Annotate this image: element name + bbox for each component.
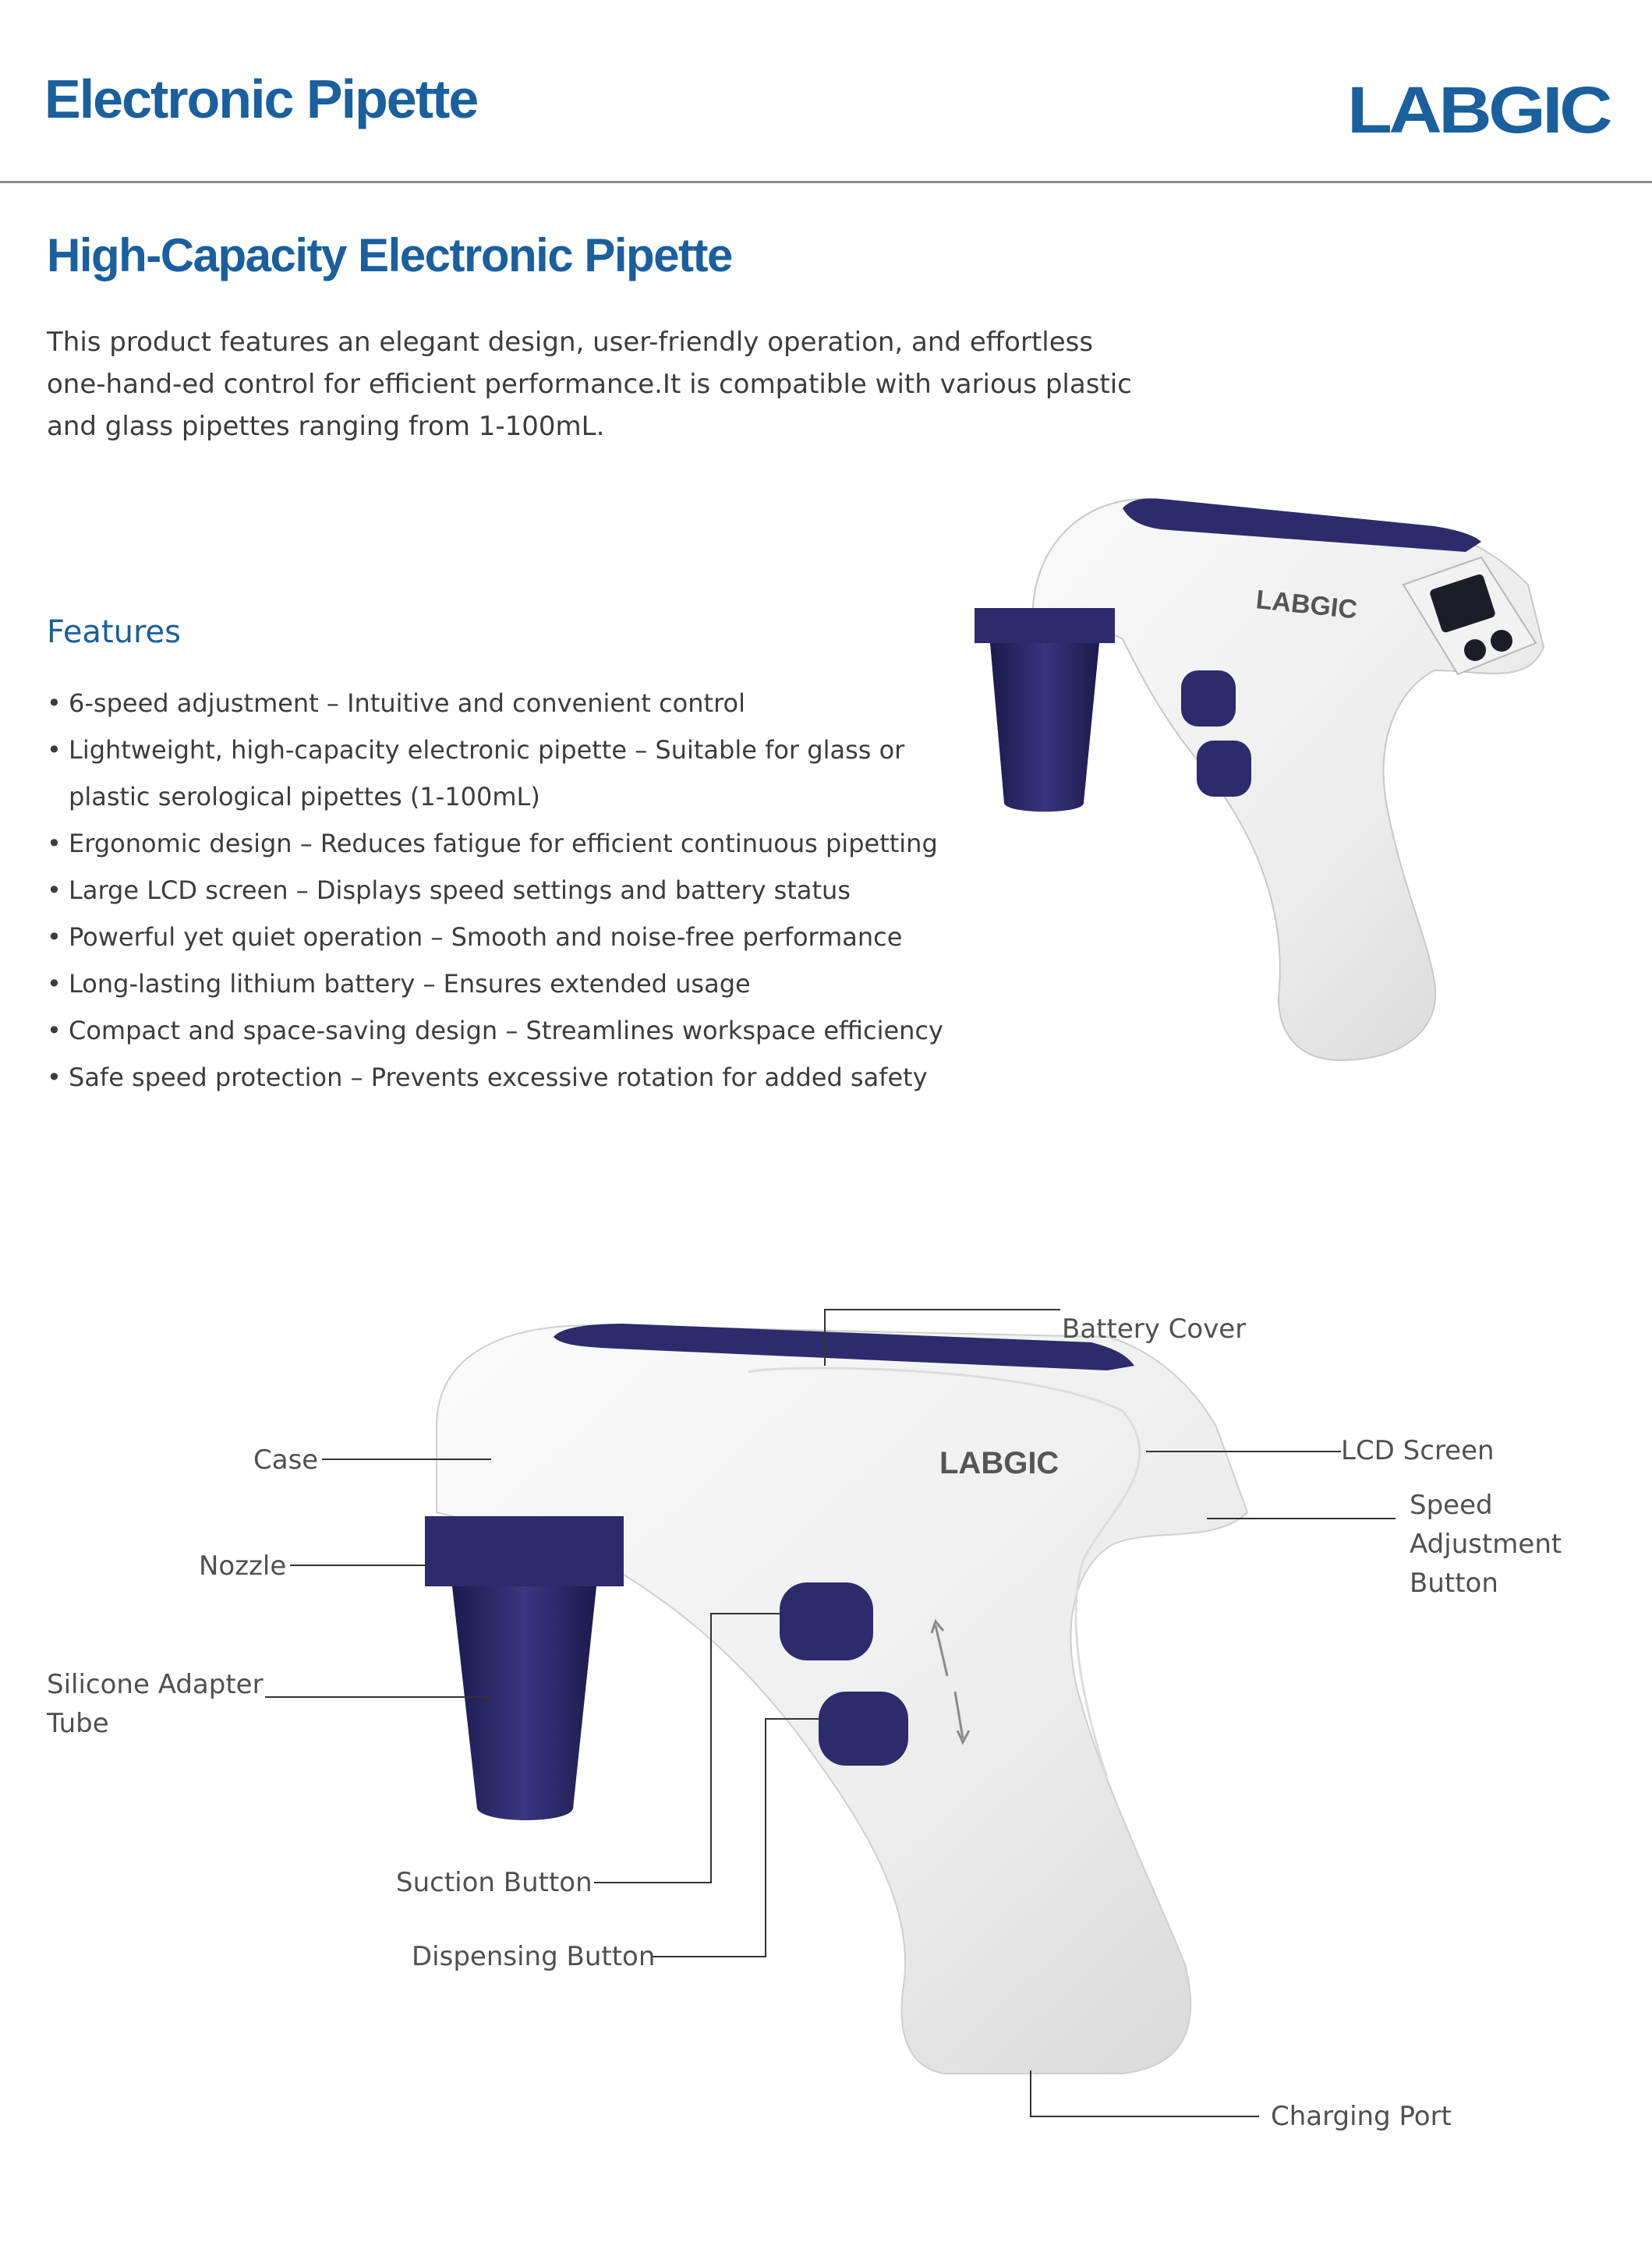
product-description: This product features an elegant design, user-friendly operation, and effortless one-hand-ed control for efficient performance.It is compatible with various plastic and glass pipettes ranging from 1-100mL. [47,327,1132,442]
callout-suction-button: Suction Button [396,1867,593,1898]
feature-item: • Ergonomic design – Reduces fatigue for efficient continuous pipetting [47,820,967,867]
feature-item: • Large LCD screen – Displays speed settings and battery status [47,867,967,914]
features-heading: Features [47,614,181,650]
feature-item: • Safe speed protection – Prevents excessive rotation for added safety [47,1054,967,1101]
callout-nozzle: Nozzle [199,1551,287,1582]
page-title: Electronic Pipette [44,69,478,129]
device-logo-text: LABGIC [1254,585,1359,625]
feature-item: • Lightweight, high-capacity electronic pipette – Suitable for glass or plastic serological pipettes (1-100mL) [47,727,967,820]
feature-item: • 6-speed adjustment – Intuitive and convenient control [47,680,967,727]
callout-speed-adjustment-button: Speed Adjustment Button [1410,1490,1562,1599]
feature-item: • Long-lasting lithium battery – Ensures extended usage [47,960,967,1007]
product-title: High-Capacity Electronic Pipette [47,229,732,281]
feature-item: • Powerful yet quiet operation – Smooth and noise-free performance [47,914,967,960]
callout-lcd-screen: LCD Screen [1341,1435,1495,1466]
callout-silicone-adapter-tube: Silicone Adapter Tube [47,1669,264,1739]
labgic-logo [1347,78,1612,140]
labgic-logo-text: LABGIC [1347,78,1611,140]
device-logo-text-large: LABGIC [939,1446,1059,1480]
callout-battery-cover: Battery Cover [1062,1314,1247,1345]
callout-case: Case [253,1444,319,1476]
callout-charging-port: Charging Port [1271,2101,1452,2132]
feature-item: • Compact and space-saving design – Streamlines workspace efficiency [47,1007,967,1054]
header-divider [0,181,1652,183]
features-list [47,680,967,1101]
callout-dispensing-button: Dispensing Button [412,1941,656,1972]
pipette-product-image [967,483,1559,1076]
